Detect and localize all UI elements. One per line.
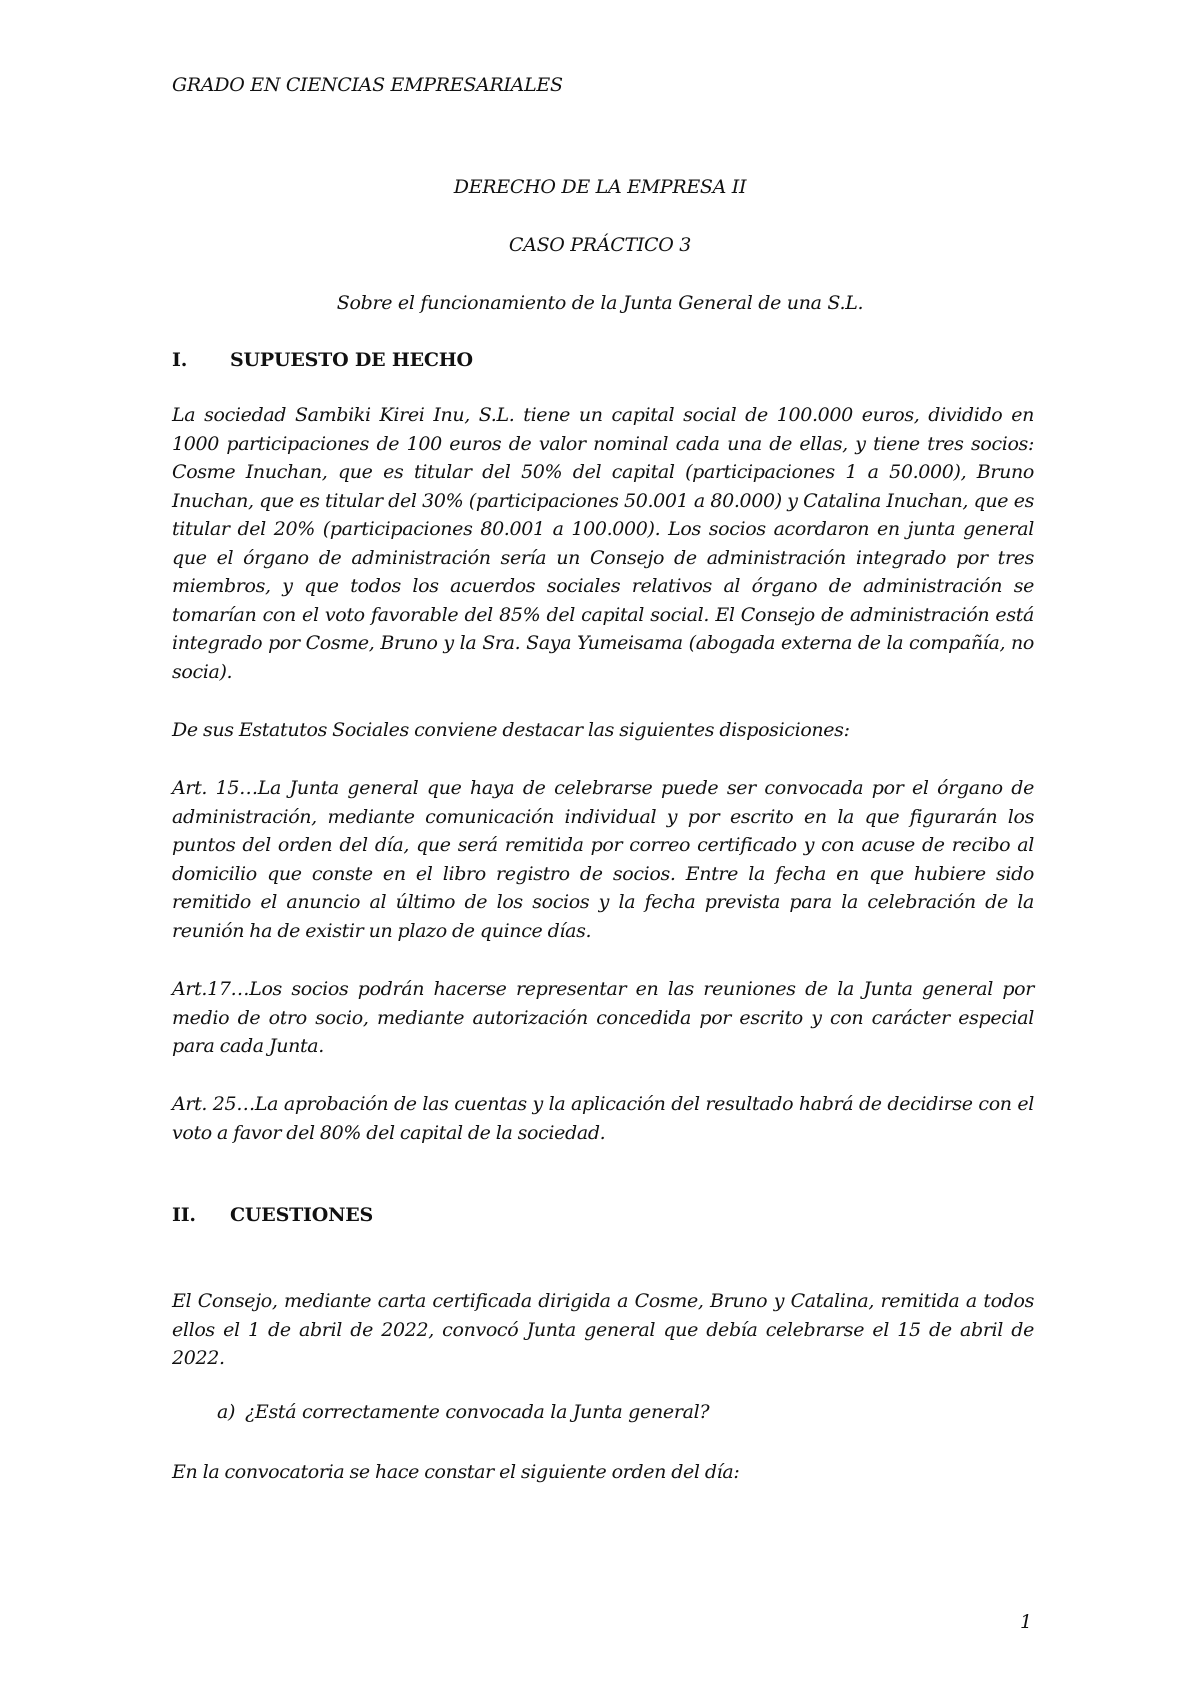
section-number: I.	[172, 349, 188, 371]
question-a	[217, 1401, 709, 1423]
course-title: DERECHO DE LA EMPRESA II	[453, 176, 747, 198]
section-title: CUESTIONES	[230, 1204, 374, 1226]
questions-paragraph: El Consejo, mediante carta certificada dirigida a Cosme, Bruno y Catalina, remitida a todos ellos el 1 de abril de 2022, convocó Junta general que debía celebrarse el 15 de abril de 2022.	[172, 1290, 1034, 1369]
statutes-intro: De sus Estatutos Sociales conviene destacar las siguientes disposiciones:	[172, 719, 850, 741]
article-17: Art.17…Los socios podrán hacerse representar en las reuniones de la Junta general por medio de otro socio, mediante autorización concedida por escrito y con carácter especial para cada Junta.	[172, 978, 1034, 1057]
program-header: GRADO EN CIENCIAS EMPRESARIALES	[172, 74, 563, 96]
facts-paragraph: La sociedad Sambiki Kirei Inu, S.L. tiene un capital social de 100.000 euros, dividido en 1000 participaciones de 100 euros de valor nominal cada una de ellas, y tiene tres socios: Cosme Inuchan, que es titular del 50% del capital (participaciones 1 a 50.000), Bruno Inuchan, que es titular del 30% (participaciones 50.001 a 80.000) y Catalina Inuchan, que es titular del 20% (participaciones 80.001 a 100.000). Los socios acordaron en junta general que el órgano de administración sería un Consejo de administración integrado por tres miembros, y que todos los acuerdos sociales relativos al órgano de administración se tomarían con el voto favorable del 85% del capital social. El Consejo de administración está integrado por Cosme, Bruno y la Sra. Saya Yumeisama (abogada externa de la compañía, no socia).	[172, 404, 1034, 683]
case-subtitle: Sobre el funcionamiento de la Junta General de una S.L.	[336, 292, 864, 314]
article-25: Art. 25…La aprobación de las cuentas y la aplicación del resultado habrá de decidirse con el voto a favor del 80% del capital de la sociedad.	[172, 1093, 1034, 1144]
article-15: Art. 15…La Junta general que haya de celebrarse puede ser convocada por el órgano de administración, mediante comunicación individual y por escrito en la que figurarán los puntos del orden del día, que será remitida por correo certificado y con acuse de recibo al domicilio que conste en el libro registro de socios. Entre la fecha en que hubiere sido remitido el anuncio al último de los socios y la fecha prevista para la celebración de la reunión ha de existir un plazo de quince días.	[172, 777, 1034, 942]
section-number: II.	[172, 1204, 196, 1226]
question-a-marker: a)	[217, 1401, 236, 1423]
case-title: CASO PRÁCTICO 3	[508, 234, 692, 256]
agenda-intro: En la convocatoria se hace constar el siguiente orden del día:	[172, 1461, 740, 1483]
question-a-text: ¿Está correctamente convocada la Junta general?	[245, 1401, 710, 1423]
section-heading-facts	[172, 349, 473, 371]
section-heading-questions	[172, 1204, 373, 1226]
page-number: 1	[1020, 1611, 1033, 1633]
section-title: SUPUESTO DE HECHO	[230, 349, 473, 371]
